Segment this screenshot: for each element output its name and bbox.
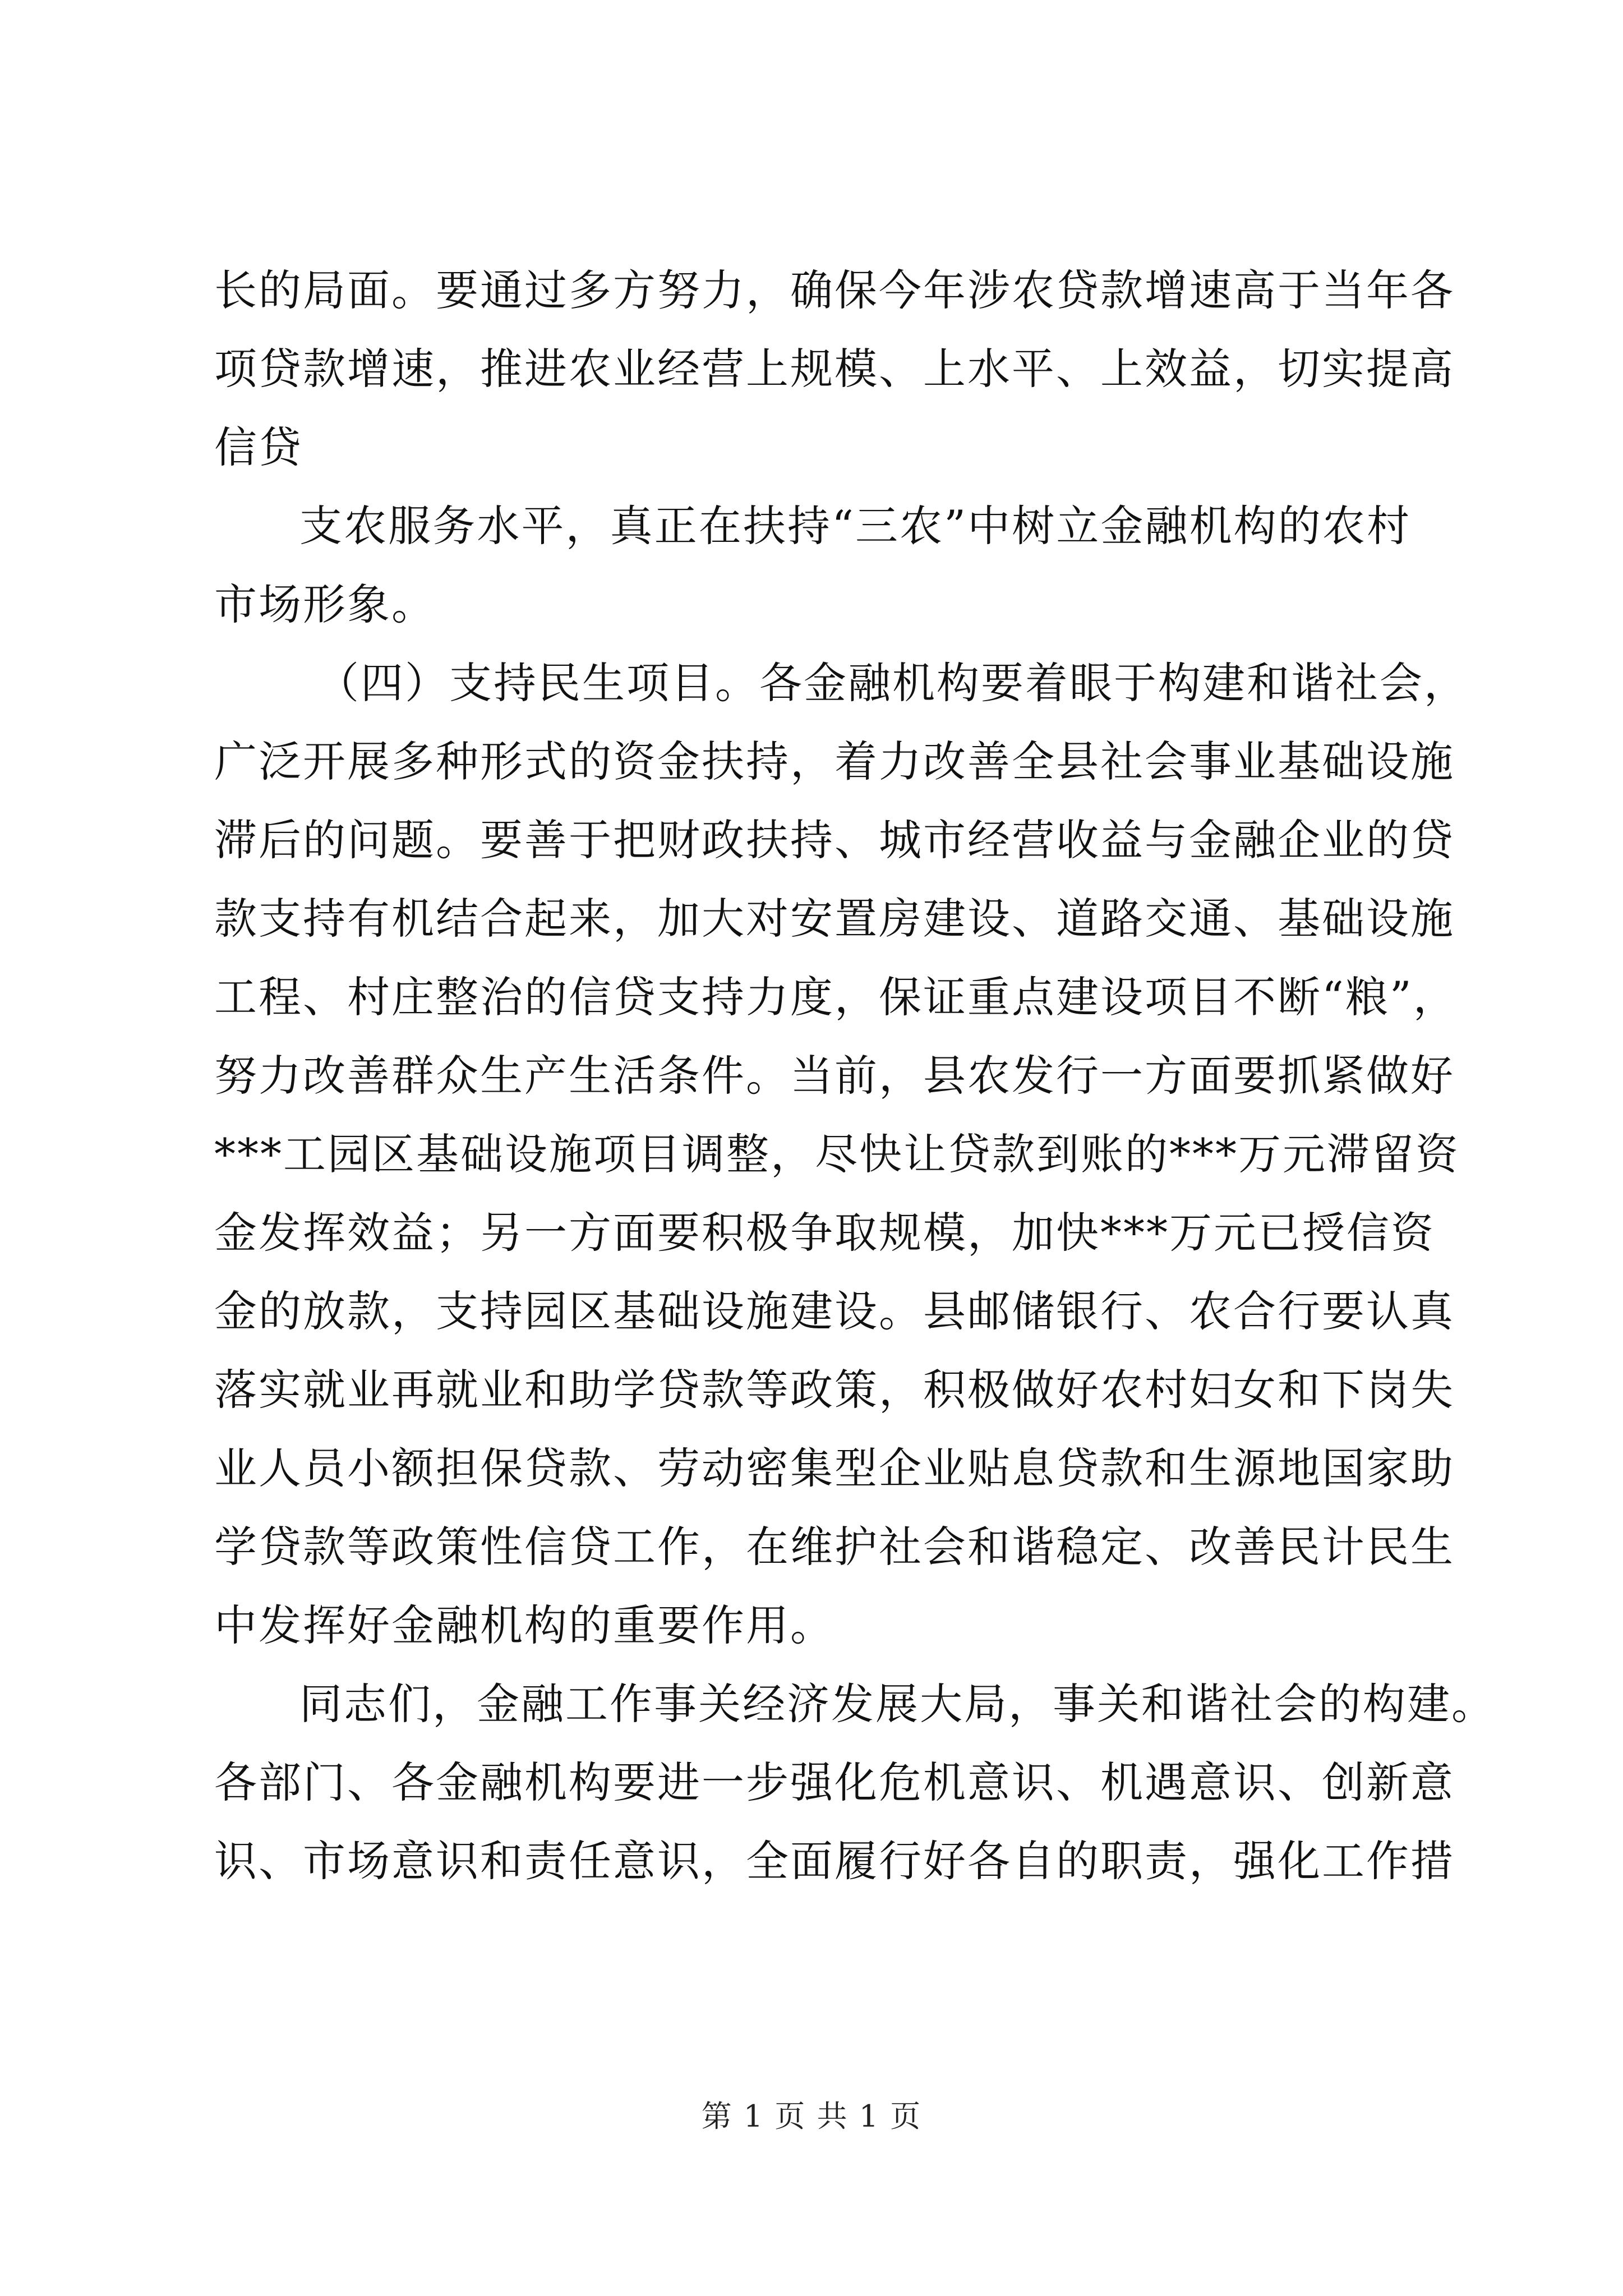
text-line: 努力改善群众生产生活条件。当前，县农发行一方面要抓紧做好 bbox=[214, 1051, 1455, 1101]
text-line: 长的局面。要通过多方努力，确保今年涉农贷款增速高于当年各 bbox=[214, 265, 1455, 315]
text-line: 学贷款等政策性信贷工作，在维护社会和谐稳定、改善民计民生 bbox=[214, 1522, 1455, 1572]
text-line: 市场形象。 bbox=[214, 579, 436, 629]
text-line: 各部门、各金融机构要进一步强化危机意识、机遇意识、创新意 bbox=[214, 1757, 1455, 1807]
text-line: 项贷款增速，推进农业经营上规模、上水平、上效益，切实提高 bbox=[214, 344, 1455, 394]
text-line: 款支持有机结合起来，加大对安置房建设、道路交通、基础设施 bbox=[214, 894, 1455, 944]
text-line: 金的放款，支持园区基础设施建设。县邮储银行、农合行要认真 bbox=[214, 1286, 1455, 1336]
document-body bbox=[214, 251, 1496, 1901]
text-line: ***工园区基础设施项目调整，尽快让贷款到账的***万元滞留资 bbox=[214, 1129, 1460, 1179]
text-line: 落实就业再就业和助学贷款等政策，积极做好农村妇女和下岗失 bbox=[214, 1365, 1455, 1415]
text-line: 支农服务水平，真正在扶持“三农”中树立金融机构的农村 bbox=[299, 501, 1411, 551]
text-line: 工程、村庄整治的信贷支持力度，保证重点建设项目不断“粮”， bbox=[214, 972, 1458, 1022]
text-line: 识、市场意识和责任意识，全面履行好各自的职责，强化工作措 bbox=[214, 1836, 1455, 1886]
text-line: 业人员小额担保贷款、劳动密集型企业贴息贷款和生源地国家助 bbox=[214, 1443, 1455, 1493]
page-footer: 第 1 页 共 1 页 bbox=[701, 2099, 922, 2134]
text-line: 金发挥效益；另一方面要积极争取规模，加快***万元已授信资 bbox=[214, 1208, 1435, 1258]
text-line: 滞后的问题。要善于把财政扶持、城市经营收益与金融企业的贷 bbox=[214, 815, 1455, 865]
text-line: 同志们，金融工作事关经济发展大局，事关和谐社会的构建。 bbox=[299, 1679, 1496, 1729]
text-line: 广泛开展多种形式的资金扶持，着力改善全县社会事业基础设施 bbox=[214, 737, 1455, 786]
text-line: （四）支持民生项目。各金融机构要着眼于构建和谐社会， bbox=[316, 658, 1468, 708]
text-line: 中发挥好金融机构的重要作用。 bbox=[214, 1600, 834, 1650]
text-line: 信贷 bbox=[214, 422, 303, 472]
